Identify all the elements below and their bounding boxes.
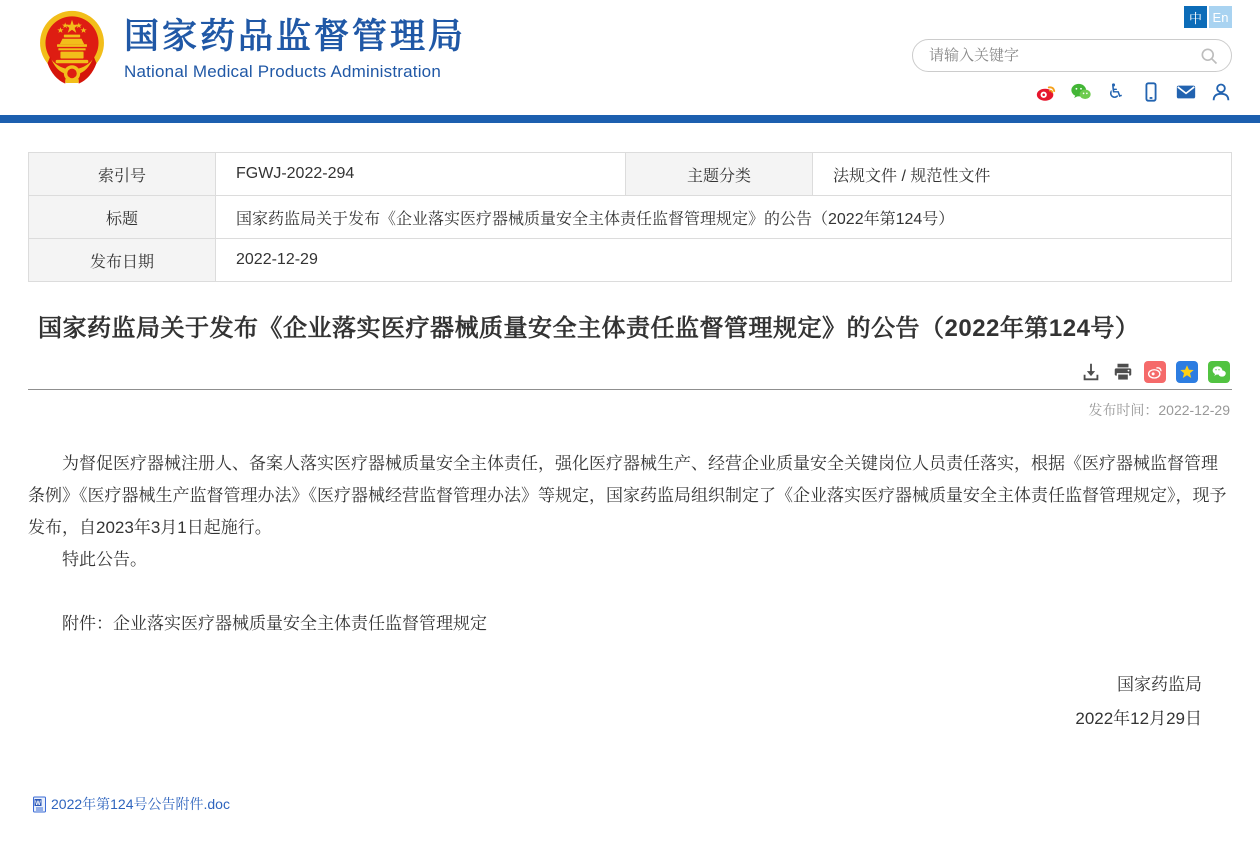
mail-icon[interactable] [1175,81,1197,103]
signature-org: 国家药监局 [1117,675,1202,694]
info-value-title: 国家药监局关于发布《企业落实医疗器械质量安全主体责任监督管理规定》的公告（2022年第124号） [216,196,1232,239]
table-row [29,153,1232,196]
footer-attachment-row [32,794,230,814]
attachment-line: 附件：企业落实医疗器械质量安全主体责任监督管理规定 [62,614,487,633]
share-qzone-icon[interactable] [1176,361,1198,383]
signature-date: 2022年12月29日 [1075,709,1202,728]
body-paragraph-2: 特此公告。 [62,550,147,569]
word-doc-icon [32,796,48,813]
weibo-icon[interactable] [1035,81,1057,103]
language-switch [912,6,1232,28]
search-box [912,39,1232,72]
mobile-icon[interactable] [1140,81,1162,103]
publish-time: 发布时间：2022-12-29 [1088,402,1230,418]
body-paragraph-1: 为督促医疗器械注册人、备案人落实医疗器械质量安全主体责任，强化医疗器械生产、经营企业质量安全关键岗位人员责任落实，根据《医疗器械监督管理条例》《医疗器械生产监督管理办法》《医疗器械经营监督管理办法》等规定，国家药监局组织制定了《企业落实医疗器械质量安全主体责任监督管理规定》，现予发布，自2023年3月1日起施行。 [28,454,1227,537]
search-input[interactable] [929,47,1199,64]
national-emblem-logo [38,6,106,96]
info-value-category: 法规文件 / 规范性文件 [813,153,1232,196]
info-label-index: 索引号 [29,153,216,196]
main-content [0,152,1260,736]
wechat-icon[interactable] [1070,81,1092,103]
lang-en-button[interactable]: En [1209,6,1232,28]
page-title: 国家药监局关于发布《企业落实医疗器械质量安全主体责任监督管理规定》的公告（2022年第124号） [38,315,1140,342]
info-label-pubdate: 发布日期 [29,239,216,282]
download-icon[interactable] [1080,361,1102,383]
header-divider-bar [0,115,1260,123]
brand-text [124,6,466,82]
accessibility-icon[interactable]: ♿ [1107,81,1125,103]
info-label-category: 主题分类 [626,153,813,196]
info-value-index: FGWJ-2022-294 [216,153,626,196]
site-title-zh: 国家药品监督管理局 [124,17,467,56]
svg-text:W: W [35,800,41,807]
share-weibo-icon[interactable] [1144,361,1166,383]
search-icon[interactable] [1199,46,1219,66]
info-value-pubdate: 2022-12-29 [216,239,1232,282]
header-right [912,6,1232,103]
brand[interactable] [38,6,466,96]
document-info-table [28,152,1232,282]
table-row [29,196,1232,239]
paragraph-spacer [28,576,1232,608]
info-label-title: 标题 [29,196,216,239]
attachment-doc-link[interactable]: 2022年第124号公告附件.doc [51,796,230,812]
user-icon[interactable] [1210,81,1232,103]
article-body [28,448,1232,736]
title-divider [28,389,1232,390]
article-toolbar [28,361,1232,383]
header-icon-bar [912,81,1232,103]
signature-block [28,668,1232,736]
table-row [29,239,1232,282]
share-wechat-icon[interactable] [1208,361,1230,383]
site-title-en: National Medical Products Administration [124,62,441,81]
print-icon[interactable] [1112,361,1134,383]
lang-zh-button[interactable]: 中 [1184,6,1207,28]
site-header [0,0,1260,115]
